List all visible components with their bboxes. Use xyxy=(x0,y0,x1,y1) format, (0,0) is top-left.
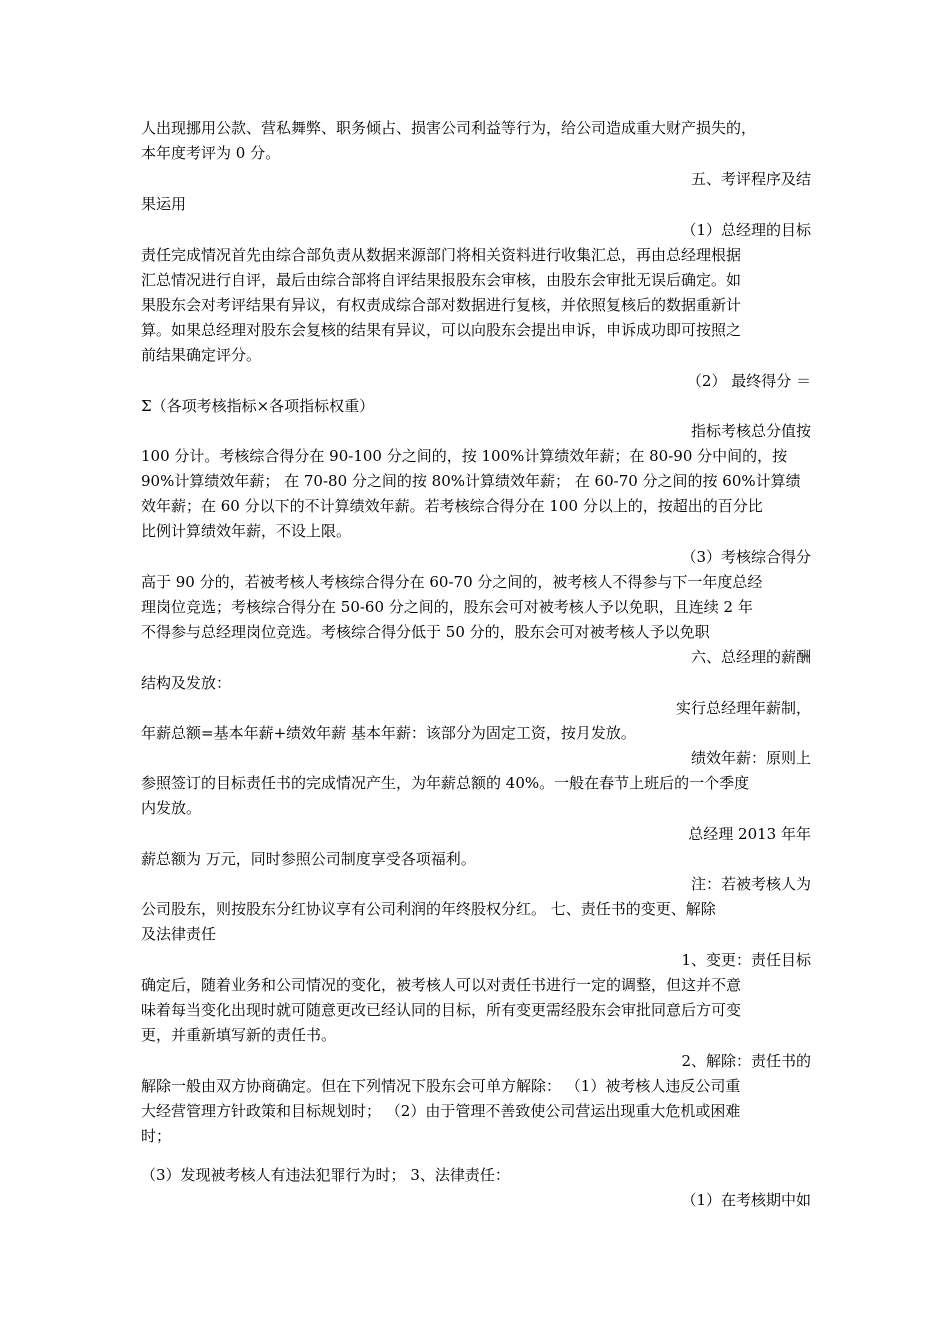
text-line: 算。如果总经理对股东会复核的结果有异议，可以向股东会提出申诉，申诉成功即可按照之 xyxy=(141,321,742,339)
text-line: 效年薪；在 60 分以下的不计算绩效年薪。若考核综合得分在 100 分以上的，按超出的百分比 xyxy=(141,497,763,515)
text-line: （1）总经理的目标 xyxy=(681,221,811,239)
text-line: 时； xyxy=(141,1127,172,1145)
text-line: （2） 最终得分 ＝ xyxy=(686,372,811,390)
text-line: 不得参与总经理岗位竞选。考核综合得分低于 50 分的，股东会可对被考核人予以免职 xyxy=(141,623,710,641)
text-line: 2、解除：责任书的 xyxy=(681,1052,811,1070)
text-line: 注：若被考核人为 xyxy=(690,875,811,893)
text-line: 果股东会对考评结果有异议，有权责成综合部对数据进行复核，并依照复核后的数据重新计 xyxy=(141,296,742,314)
text-line: 汇总情况进行自评，最后由综合部将自评结果报股东会审核，由股东会审批无误后确定。如 xyxy=(141,271,742,289)
text-line: 高于 90 分的，若被考核人考核综合得分在 60-70 分之间的，被考核人不得参与下一年度总经 xyxy=(141,573,763,591)
section-heading: 五、考评程序及结 xyxy=(690,170,811,188)
text-line: 更，并重新填写新的责任书。 xyxy=(141,1026,337,1044)
formula-line: Σ（各项考核指标×各项指标权重） xyxy=(141,397,375,415)
text-line: （3）考核综合得分 xyxy=(681,548,811,566)
text-line: 绩效年薪：原则上 xyxy=(690,749,811,767)
text-line: 实行总经理年薪制， xyxy=(675,699,811,717)
text-line: 薪总额为 万元，同时参照公司制度享受各项福利。 xyxy=(141,850,476,868)
text-line: 人出现挪用公款、营私舞弊、职务倾占、损害公司利益等行为，给公司造成重大财产损失的， xyxy=(141,119,757,137)
text-line: 确定后，随着业务和公司情况的变化，被考核人可以对责任书进行一定的调整，但这并不意 xyxy=(141,976,742,994)
text-line: （3）发现被考核人有违法犯罪行为时； 3、法律责任： xyxy=(141,1166,510,1184)
text-line: 90%计算绩效年薪； 在 70-80 分之间的按 80%计算绩效年薪； 在 60-70 分之间的按 60%计算绩 xyxy=(141,472,801,490)
text-line: 责任完成情况首先由综合部负责从数据来源部门将相关资料进行收集汇总，再由总经理根据 xyxy=(141,246,742,264)
section-heading: 果运用 xyxy=(141,195,187,213)
text-line: 前结果确定评分。 xyxy=(141,346,262,364)
text-line: 总经理 2013 年年 xyxy=(688,825,811,843)
section-heading: 结构及发放： xyxy=(141,674,232,692)
text-line: 味着每当变化出现时就可随意更改已经认同的目标，所有变更需经股东会审批同意后方可变 xyxy=(141,1001,742,1019)
text-line: 公司股东，则按股东分红协议享有公司利润的年终股权分红。 七、责任书的变更、解除 xyxy=(141,900,716,918)
text-line: 内发放。 xyxy=(141,799,202,817)
text-line: 本年度考评为 0 分。 xyxy=(141,144,281,162)
text-line: 解除一般由双方协商确定。但在下列情况下股东会可单方解除： （1）被考核人违反公司重 xyxy=(141,1077,741,1095)
text-line: 年薪总额=基本年薪+绩效年薪 基本年薪：该部分为固定工资，按月发放。 xyxy=(141,724,636,742)
text-line: 参照签订的目标责任书的完成情况产生，为年薪总额的 40%。一般在春节上班后的一个季度 xyxy=(141,774,750,792)
text-line: 1、变更：责任目标 xyxy=(681,951,811,969)
section-heading: 六、总经理的薪酬 xyxy=(690,648,811,666)
text-line: 100 分计。考核综合得分在 90-100 分之间的，按 100%计算绩效年薪；在 80-90 分中间的，按 xyxy=(141,447,788,465)
text-line: 指标考核总分值按 xyxy=(690,422,811,440)
text-line: （1）在考核期中如 xyxy=(681,1191,811,1209)
text-line: 大经营管理方针政策和目标规划时； （2）由于管理不善致使公司营运出现重大危机或困难 xyxy=(141,1102,741,1120)
text-line: 比例计算绩效年薪，不设上限。 xyxy=(141,522,352,540)
section-heading: 及法律责任 xyxy=(141,925,217,943)
text-line: 理岗位竞选；考核综合得分在 50-60 分之间的，股东会可对被考核人予以免职，且连续 2 年 xyxy=(141,598,753,616)
